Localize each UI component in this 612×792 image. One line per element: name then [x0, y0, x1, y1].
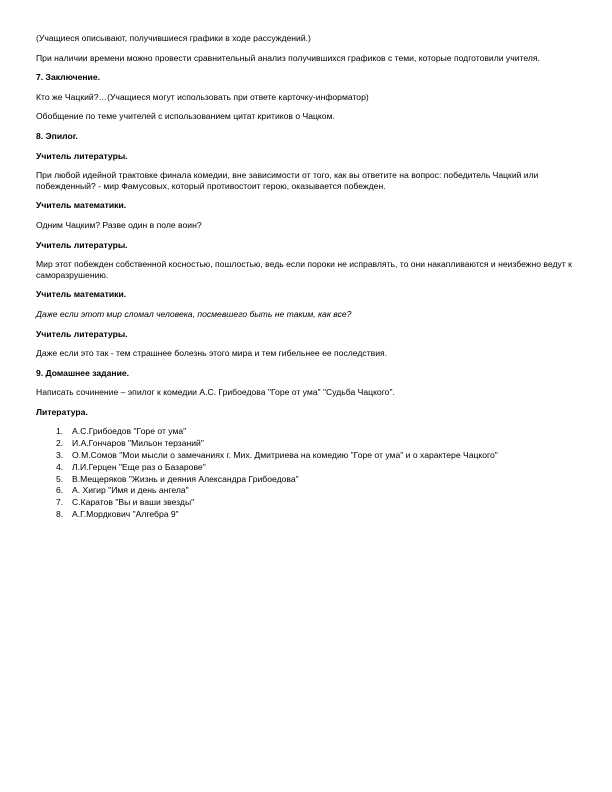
section-heading: 8. Эпилог.: [36, 130, 78, 141]
paragraph: Обобщение по теме учителей с использованием цитат критиков о Чацком.: [36, 111, 335, 122]
reference-number: 1.: [56, 426, 64, 437]
reference-item: [36, 462, 582, 474]
reference-number: 6.: [56, 485, 64, 496]
reference-item: [36, 450, 582, 462]
reference-item: [36, 509, 582, 521]
reference-text: С.Каратов "Вы и ваши звезды": [72, 497, 195, 508]
reference-number: 2.: [56, 438, 64, 449]
reference-text: А. Хигир "Имя и день ангела": [72, 485, 189, 496]
reference-text: Л.И.Герцен "Еще раз о Базарове": [72, 461, 206, 472]
paragraph: Даже если этот мир сломал человека, посмевшего быть не таким, как все?: [36, 308, 352, 319]
document-body: [36, 33, 582, 417]
paragraph: При любой идейной трактовке финала комедии, вне зависимости от того, как вы ответите на вопрос: победитель Чацкий или побежденный? - мир Фамусовых, который противостоит герою, оказывается побежден.: [36, 170, 539, 191]
section-heading: Учитель литературы.: [36, 239, 128, 250]
paragraph: При наличии времени можно провести сравнительный анализ получившихся графиков с теми, которые подготовили учителя.: [36, 52, 540, 63]
reference-text: А.С.Грибоедов "Горе от ума": [72, 426, 187, 437]
section-heading: Учитель литературы.: [36, 150, 128, 161]
reference-item: [36, 474, 582, 486]
reference-text: И.А.Гончаров "Мильон терзаний": [72, 438, 204, 449]
section-heading: 9. Домашнее задание.: [36, 367, 130, 378]
paragraph: Кто же Чацкий?…(Учащиеся могут использовать при ответе карточку-информатор): [36, 91, 369, 102]
reference-number: 7.: [56, 497, 64, 508]
paragraph: Написать сочинение – эпилог к комедии А.С. Грибоедова "Горе от ума" "Судьба Чацкого".: [36, 387, 395, 398]
reference-item: [36, 426, 582, 438]
reference-item: [36, 438, 582, 450]
paragraph: Даже если это так - тем страшнее болезнь этого мира и тем гибельнее ее последствия.: [36, 348, 388, 359]
reference-number: 8.: [56, 509, 64, 520]
reference-number: 4.: [56, 461, 64, 472]
reference-number: 5.: [56, 473, 64, 484]
section-heading: Учитель математики.: [36, 200, 127, 211]
reference-list: [36, 426, 582, 520]
section-heading: Учитель литературы.: [36, 328, 128, 339]
reference-item: [36, 485, 582, 497]
reference-number: 3.: [56, 450, 64, 461]
section-heading: Литература.: [36, 406, 88, 417]
reference-text: В.Мещеряков "Жизнь и деяния Александра Грибоедова": [72, 473, 299, 484]
section-heading: Учитель математики.: [36, 289, 127, 300]
paragraph: Одним Чацким? Разве один в поле воин?: [36, 219, 202, 230]
reference-item: [36, 497, 582, 509]
reference-text: А.Г.Мордкович "Алгебра 9": [72, 509, 179, 520]
paragraph: Мир этот побежден собственной косностью, пошлостью, ведь если пороки не исправлять, то они накапливаются и неизбежно ведут к саморазрушению.: [36, 259, 572, 280]
section-heading: 7. Заключение.: [36, 72, 101, 83]
paragraph: (Учащиеся описывают, получившиеся графики в ходе рассуждений.): [36, 33, 311, 43]
reference-text: О.М.Сомов "Мои мысли о замечаниях г. Мих. Дмитриева на комедию "Горе от ума" и о характере Чацкого": [72, 450, 498, 461]
